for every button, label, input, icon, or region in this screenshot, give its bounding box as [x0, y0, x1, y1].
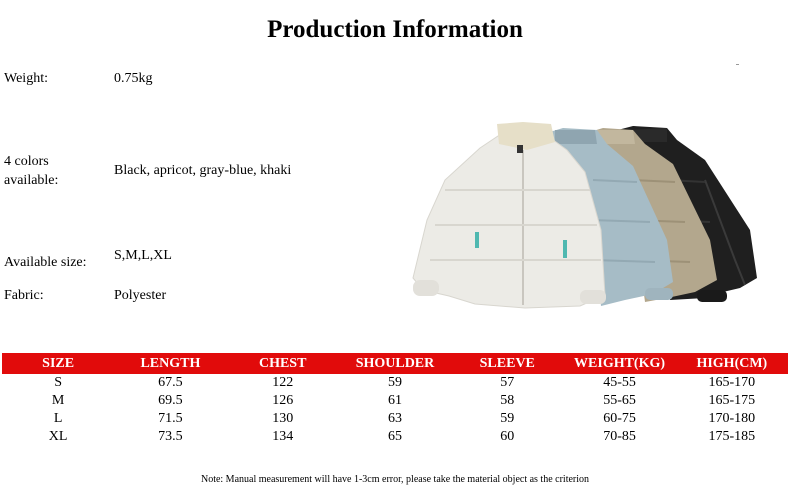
header-sleeve: SLEEVE: [451, 353, 563, 374]
table-cell: 63: [387, 411, 402, 426]
header-chest: CHEST: [227, 353, 339, 374]
page-title: Production Information: [267, 16, 523, 43]
table-cell: 71.5: [158, 411, 183, 426]
table-cell: 165-175: [708, 393, 756, 408]
table-cell: 57: [500, 375, 515, 390]
table-cell: 69.5: [158, 393, 183, 408]
table-cell: 45-55: [603, 375, 636, 390]
header-size: SIZE: [2, 353, 114, 374]
weight-value: 0.75kg: [114, 71, 153, 86]
colors-label-line2: available:: [4, 173, 59, 188]
table-cell: 134: [272, 429, 294, 444]
table-cell: 60: [500, 429, 515, 444]
header-high: HIGH(CM): [676, 353, 788, 374]
table-cell: 59: [387, 375, 402, 390]
table-cell: 126: [272, 393, 294, 408]
table-row: [2, 428, 788, 446]
table-cell: 175-185: [708, 429, 756, 444]
colors-value: Black, apricot, gray-blue, khaki: [114, 163, 292, 178]
header-length: LENGTH: [114, 353, 226, 374]
fabric-label: Fabric:: [4, 288, 44, 303]
header-weight: WEIGHT(KG): [563, 353, 675, 374]
divider-mark: [736, 64, 739, 65]
table-cell: 59: [500, 411, 515, 426]
table-cell: 67.5: [158, 375, 183, 390]
colors-label-line1: 4 colors: [4, 154, 49, 169]
fabric-value: Polyester: [114, 288, 167, 303]
table-cell: 122: [272, 375, 294, 390]
table-cell: 70-85: [603, 429, 636, 444]
table-cell: M: [51, 393, 65, 408]
table-cell: 61: [387, 393, 402, 408]
size-chart-table: [2, 353, 788, 446]
table-cell: 60-75: [603, 411, 636, 426]
weight-label: Weight:: [4, 71, 48, 86]
table-cell: 55-65: [603, 393, 636, 408]
table-cell: S: [54, 375, 63, 390]
table-header-row: [2, 353, 788, 374]
table-cell: 165-170: [708, 375, 756, 390]
measurement-note: Note: Manual measurement will have 1-3cm error, please take the material object as the criterion: [200, 474, 590, 485]
table-cell: L: [53, 411, 63, 426]
table-row: [2, 374, 788, 392]
header-shoulder: SHOULDER: [339, 353, 451, 374]
table-cell: 58: [500, 393, 515, 408]
size-value: S,M,L,XL: [114, 248, 172, 263]
table-cell: 130: [272, 411, 294, 426]
table-cell: 73.5: [158, 429, 183, 444]
table-row: [2, 392, 788, 410]
jackets-product-image: [405, 120, 770, 310]
table-cell: 170-180: [708, 411, 756, 426]
table-row: [2, 410, 788, 428]
size-label: Available size:: [4, 255, 87, 270]
table-cell: 65: [387, 429, 402, 444]
table-cell: XL: [48, 429, 68, 444]
